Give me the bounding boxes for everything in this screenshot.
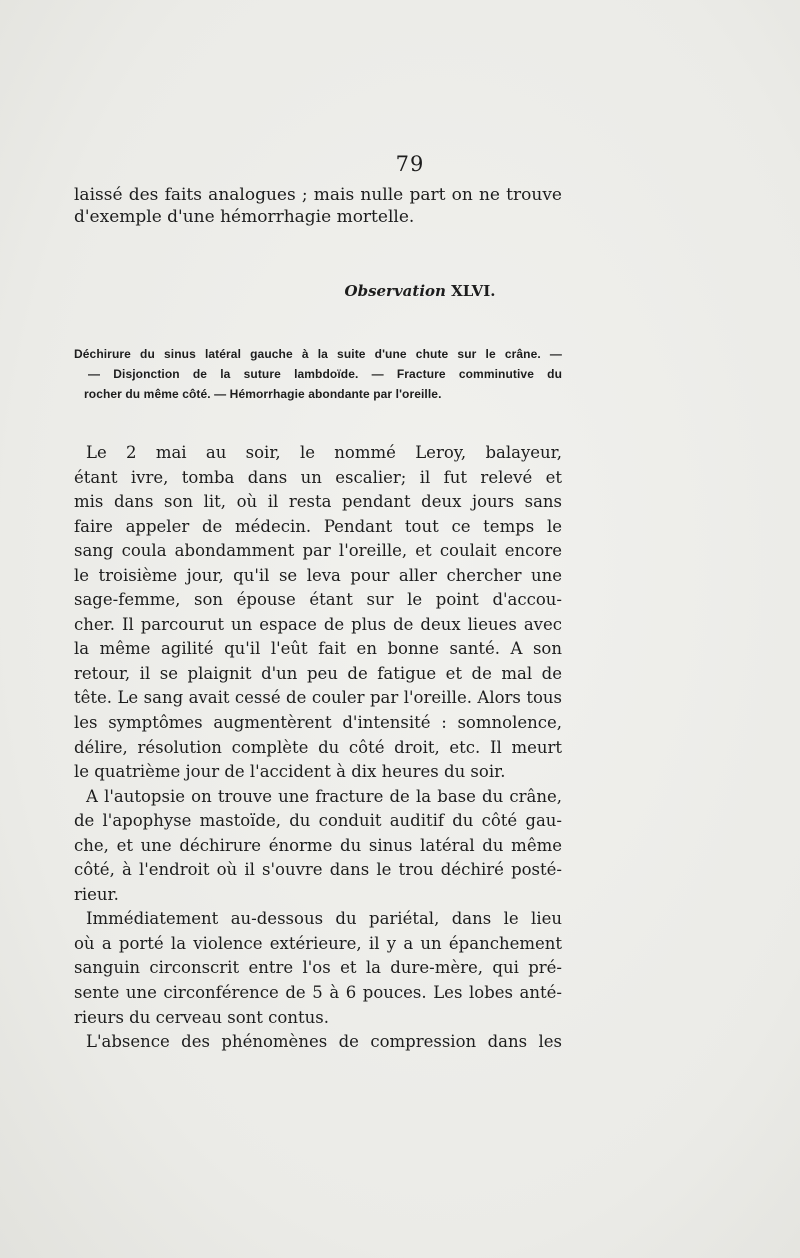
text-line: d'exemple d'une hémorrhagie mortelle. <box>74 207 415 227</box>
summary-line: Déchirure du sinus latéral gauche à la suite d'une chute sur le crâne. — <box>74 347 562 361</box>
body-line: cher. Il parcourut un espace de plus de deux lieues avec <box>74 614 562 634</box>
observation-heading <box>0 282 800 300</box>
summary-line: rocher du même côté. — Hémorrhagie abondante par l'oreille. <box>84 387 442 401</box>
body-line: le quatrième jour de l'accident à dix heures du soir. <box>74 762 506 782</box>
body-line: côté, à l'endroit où il s'ouvre dans le trou déchiré posté- <box>74 860 562 880</box>
body-line: Immédiatement au-dessous du pariétal, dans le lieu <box>86 909 562 929</box>
text-line: laissé des faits analogues ; mais nulle part on ne trouve <box>74 185 562 205</box>
body-line: rieurs du cerveau sont contus. <box>74 1007 329 1027</box>
body-line: les symptômes augmentèrent d'intensité : somnolence, <box>74 713 562 733</box>
observation-title-number: XLVI. <box>451 282 496 300</box>
body-line: faire appeler de médecin. Pendant tout ce temps le <box>74 516 562 536</box>
body-line: sang coula abondamment par l'oreille, et coulait encore <box>74 541 562 561</box>
body-line: che, et une déchirure énorme du sinus latéral du même <box>74 835 562 855</box>
body-line: A l'autopsie on trouve une fracture de la base du crâne, <box>86 786 562 806</box>
observation-body <box>74 441 562 1055</box>
body-line: tête. Le sang avait cessé de couler par l'oreille. Alors tous <box>74 688 562 708</box>
body-line: le troisième jour, qu'il se leva pour aller chercher une <box>74 565 562 585</box>
body-line: sage-femme, son épouse étant sur le point d'accou- <box>74 590 562 610</box>
body-line: retour, il se plaignit d'un peu de fatigue et de mal de <box>74 663 562 683</box>
observation-title-word: Observation <box>344 282 446 300</box>
body-line: de l'apophyse mastoïde, du conduit auditif du côté gau- <box>74 811 562 831</box>
observation-summary <box>74 344 562 404</box>
body-line: sanguin circonscrit entre l'os et la dure-mère, qui pré- <box>74 958 562 978</box>
page-number: 79 <box>395 152 425 176</box>
body-line: rieur. <box>74 884 119 904</box>
summary-line: — Disjonction de la suture lambdoïde. — Fracture comminutive du <box>88 367 562 381</box>
body-line: étant ivre, tomba dans un escalier; il fut relevé et <box>74 467 562 487</box>
body-line: L'absence des phénomènes de compression dans les <box>86 1032 562 1052</box>
body-line: la même agilité qu'il l'eût fait en bonne santé. A son <box>74 639 562 659</box>
intro-paragraph <box>74 184 562 228</box>
body-line: délire, résolution complète du côté droit, etc. Il meurt <box>74 737 562 757</box>
body-line: mis dans son lit, où il resta pendant deux jours sans <box>74 492 562 512</box>
body-line: où a porté la violence extérieure, il y a un épanchement <box>74 933 562 953</box>
body-line: Le 2 mai au soir, le nommé Leroy, balayeur, <box>86 443 562 462</box>
body-line: sente une circonférence de 5 à 6 pouces. Les lobes anté- <box>74 983 562 1003</box>
